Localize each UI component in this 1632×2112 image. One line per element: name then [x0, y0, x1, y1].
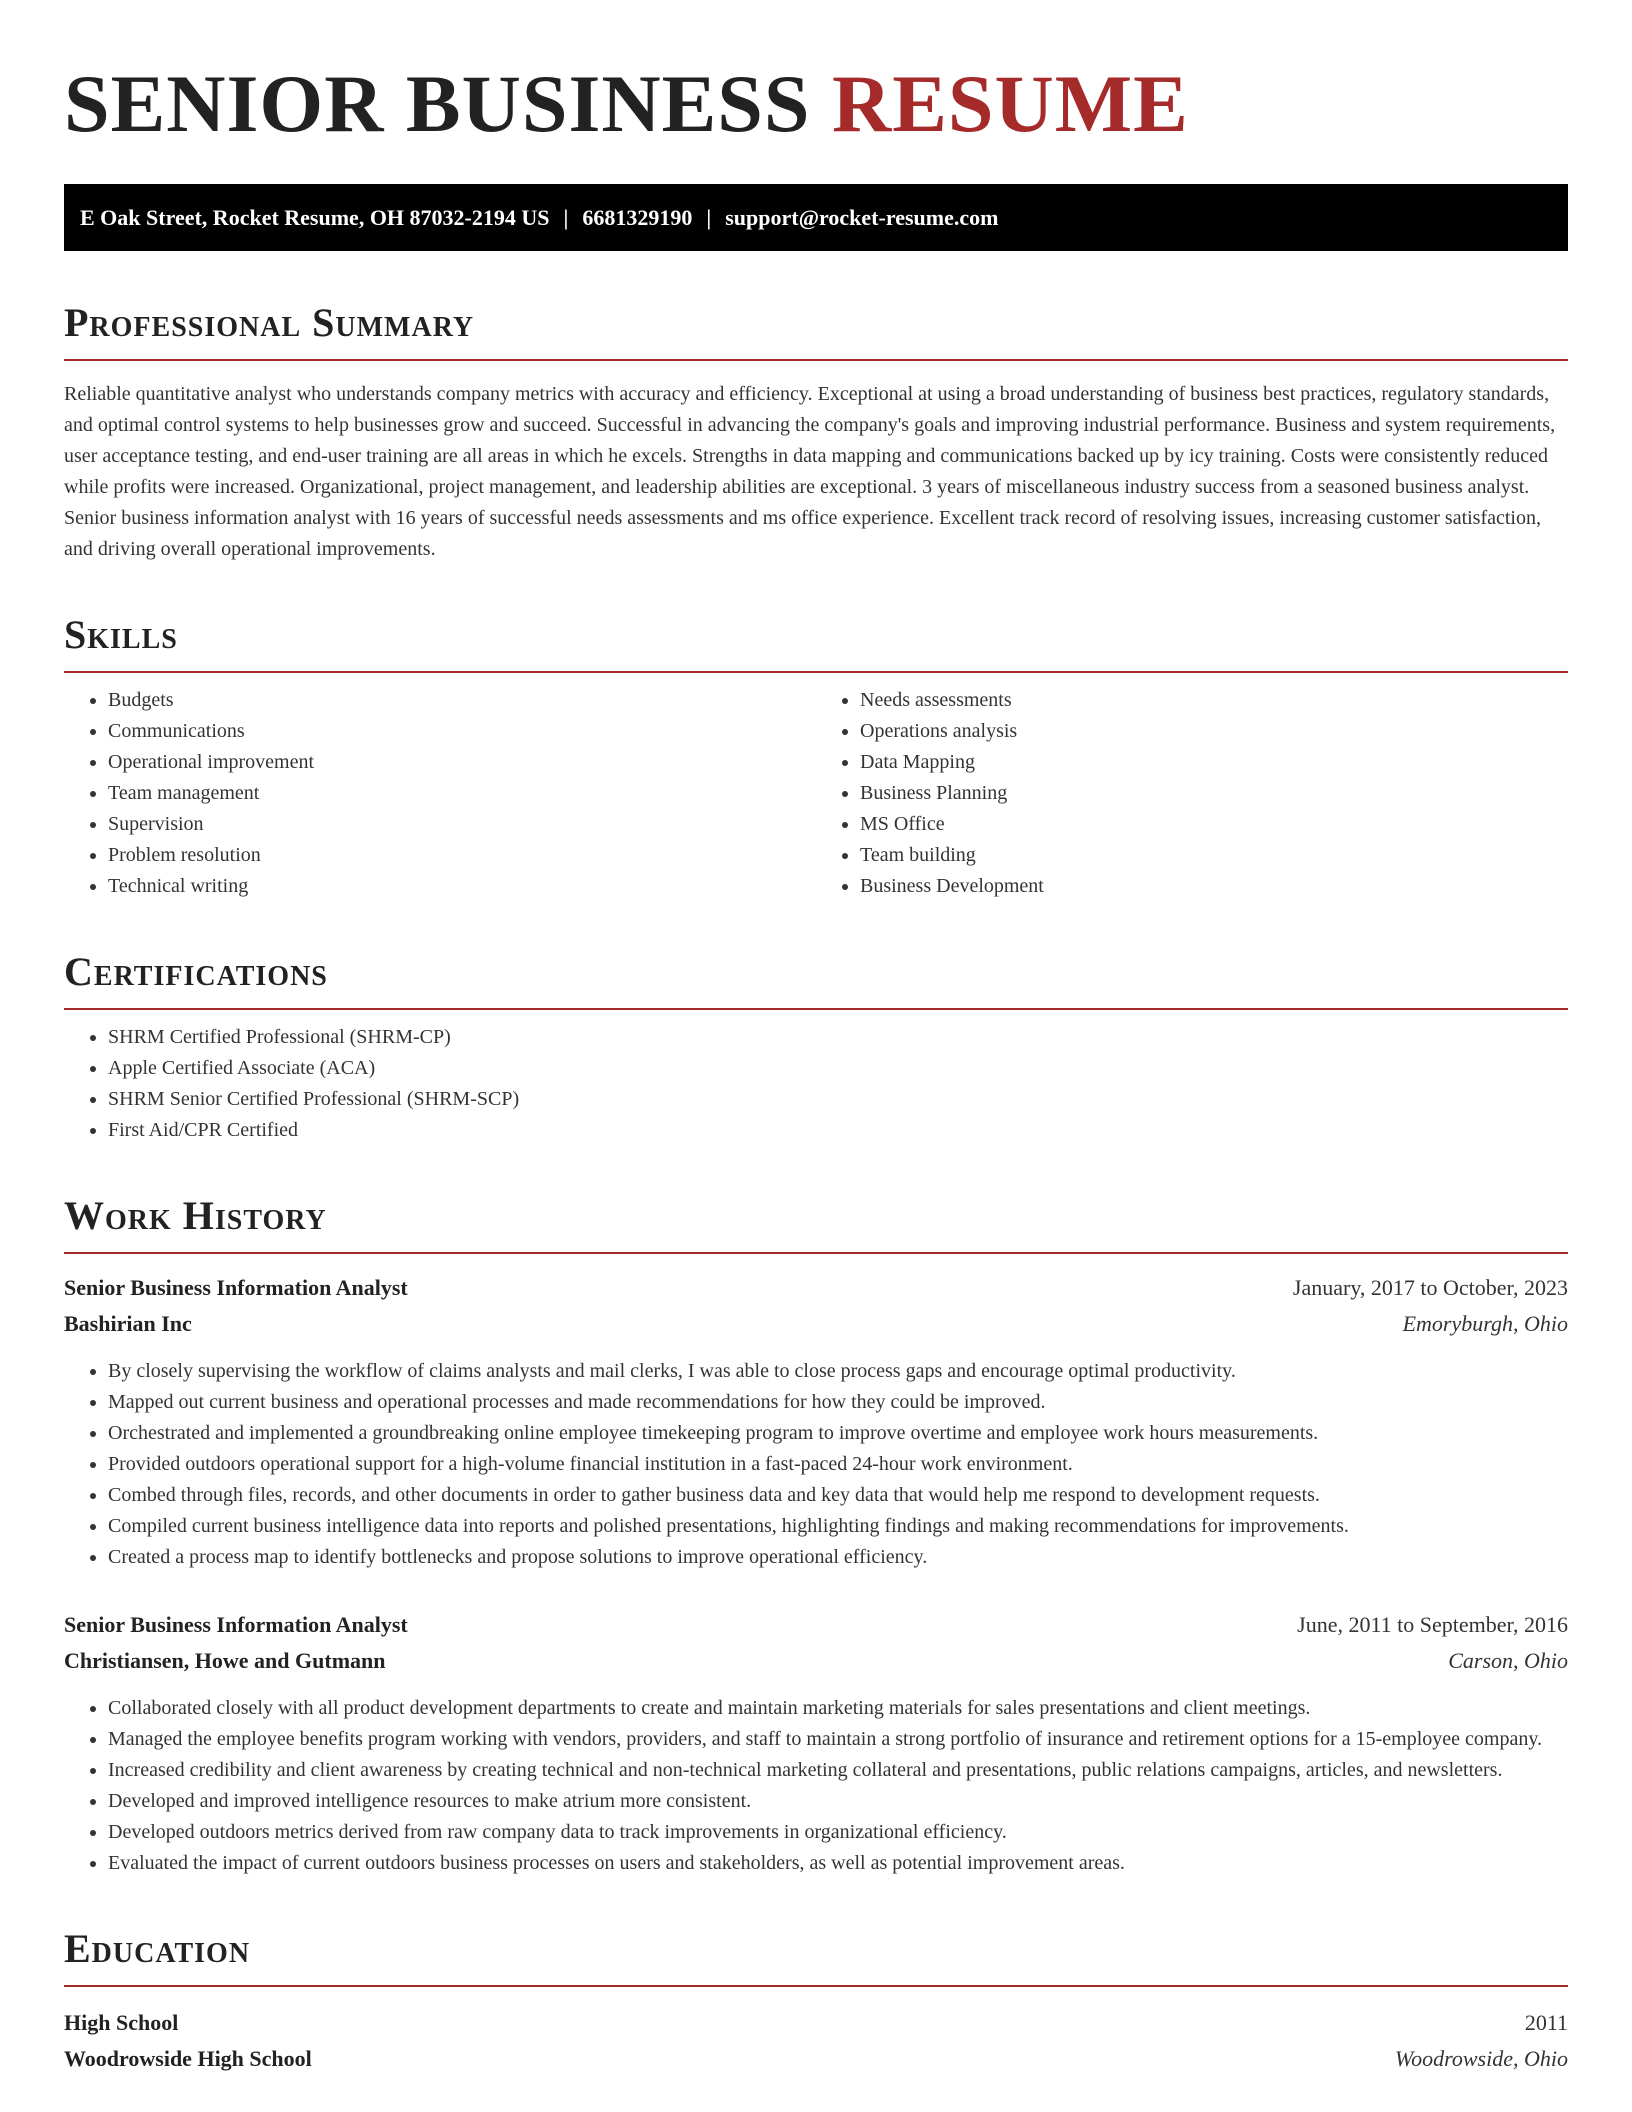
job-role: Senior Business Information Analyst	[64, 1275, 408, 1300]
education-school: Woodrowside High School	[64, 2046, 312, 2071]
job-entry	[64, 1270, 1568, 1573]
job-bullet: • Evaluated the impact of current outdoors business processes on users and stakeholders, as well as potential improvement areas.	[108, 1848, 1568, 1879]
job-bullet: • By closely supervising the workflow of claims analysts and mail clerks, I was able to close process gaps and encourage optimal productivity.	[108, 1356, 1568, 1387]
skills-heading: Skills	[64, 611, 1568, 673]
job-subheader	[64, 1643, 1568, 1679]
skill-item: • Team building	[860, 840, 1568, 871]
education-heading: Education	[64, 1925, 1568, 1987]
certifications-heading: Certifications	[64, 948, 1568, 1010]
contact-phone: 6681329190	[582, 205, 693, 230]
job-dates: January, 2017 to October, 2023	[1292, 1275, 1568, 1300]
skill-item: • Business Development	[860, 871, 1568, 902]
summary-text: Reliable quantitative analyst who understands company metrics with accuracy and efficiency. Exceptional at using a broad understanding of business best practices, regulatory standards, and optimal control systems to help businesses grow and succeed. Successful in advancing the company's goals and improving industrial performance. Business and system requirements, user acceptance testing, and end-user training are all areas in which he excels. Strengths in data mapping and communications backed up by icy training. Costs were consistently reduced while profits were increased. Organizational, project management, and leadership abilities are exceptional. 3 years of miscellaneous industry success from a seasoned business analyst. Senior business information analyst with 16 years of successful needs assessments and ms office experience. Excellent track record of resolving issues, increasing customer satisfaction, and driving overall operational improvements.	[64, 383, 1556, 560]
job-role: Senior Business Information Analyst	[64, 1612, 408, 1637]
work-history-heading: Work History	[64, 1192, 1568, 1254]
skill-item: • Team management	[108, 778, 816, 809]
skill-item: • Supervision	[108, 809, 816, 840]
skill-item: • Business Planning	[860, 778, 1568, 809]
job-bullet: • Managed the employee benefits program working with vendors, providers, and staff to maintain a strong portfolio of insurance and retirement options for a 15-employee company.	[108, 1724, 1568, 1755]
resume-title	[64, 52, 1568, 156]
job-location: Emoryburgh, Ohio	[1402, 1311, 1568, 1336]
skill-item: • Operations analysis	[860, 716, 1568, 747]
title-main: SENIOR BUSINESS	[64, 58, 811, 149]
skills-column-left	[64, 685, 816, 902]
job-dates: June, 2011 to September, 2016	[1297, 1612, 1568, 1637]
skill-item: • MS Office	[860, 809, 1568, 840]
education-subheader	[64, 2041, 1568, 2077]
job-bullet: • Combed through files, records, and other documents in order to gather business data and key data that would help me respond to development requests.	[108, 1480, 1568, 1511]
job-bullet: • Compiled current business intelligence data into reports and polished presentations, highlighting findings and making recommendations for improvements.	[108, 1511, 1568, 1542]
job-bullets	[64, 1356, 1568, 1573]
education-year: 2011	[1524, 2010, 1568, 2035]
education-degree: High School	[64, 2010, 179, 2035]
job-bullet: • Provided outdoors operational support for a high-volume financial institution in a fast-paced 24-hour work environment.	[108, 1449, 1568, 1480]
education-location: Woodrowside, Ohio	[1394, 2046, 1568, 2071]
job-bullet: • Mapped out current business and operational processes and made recommendations for how they could be improved.	[108, 1387, 1568, 1418]
job-bullet: • Created a process map to identify bottlenecks and propose solutions to improve operational efficiency.	[108, 1542, 1568, 1573]
skill-item: • Communications	[108, 716, 816, 747]
job-header	[64, 1270, 1568, 1306]
contact-address: E Oak Street, Rocket Resume, OH 87032-2194 US	[80, 205, 550, 230]
skills-list	[64, 685, 1568, 902]
job-bullets	[64, 1693, 1568, 1879]
skill-item: • Operational improvement	[108, 747, 816, 778]
job-header	[64, 1607, 1568, 1643]
summary-heading: Professional Summary	[64, 299, 1568, 361]
skills-column-right	[816, 685, 1568, 902]
certification-item: • First Aid/CPR Certified	[108, 1115, 1568, 1146]
certification-item: • SHRM Senior Certified Professional (SHRM-SCP)	[108, 1084, 1568, 1115]
contact-separator: |	[563, 205, 569, 230]
certification-item: • SHRM Certified Professional (SHRM-CP)	[108, 1022, 1568, 1053]
certifications-list	[64, 1022, 1568, 1146]
skill-item: • Needs assessments	[860, 685, 1568, 716]
education-header	[64, 2005, 1568, 2041]
job-bullet: • Developed outdoors metrics derived from raw company data to track improvements in organizational efficiency.	[108, 1817, 1568, 1848]
skill-item: • Data Mapping	[860, 747, 1568, 778]
skill-item: • Budgets	[108, 685, 816, 716]
skill-item: • Problem resolution	[108, 840, 816, 871]
education-entry	[64, 2005, 1568, 2077]
job-entry	[64, 1607, 1568, 1879]
skill-item: • Technical writing	[108, 871, 816, 902]
contact-email[interactable]: support@rocket-resume.com	[725, 205, 999, 230]
job-subheader	[64, 1306, 1568, 1342]
job-bullet: • Developed and improved intelligence resources to make atrium more consistent.	[108, 1786, 1568, 1817]
title-accent: RESUME	[831, 58, 1189, 149]
job-company: Christiansen, Howe and Gutmann	[64, 1648, 386, 1673]
contact-separator: |	[706, 205, 712, 230]
certification-item: • Apple Certified Associate (ACA)	[108, 1053, 1568, 1084]
job-bullet: • Increased credibility and client awareness by creating technical and non-technical marketing collateral and presentations, public relations campaigns, articles, and newsletters.	[108, 1755, 1568, 1786]
job-location: Carson, Ohio	[1448, 1648, 1568, 1673]
job-bullet: • Orchestrated and implemented a groundbreaking online employee timekeeping program to improve overtime and employee work hours measurements.	[108, 1418, 1568, 1449]
job-company: Bashirian Inc	[64, 1311, 192, 1336]
job-bullet: • Collaborated closely with all product development departments to create and maintain marketing materials for sales presentations and client meetings.	[108, 1693, 1568, 1724]
contact-bar	[64, 184, 1568, 251]
